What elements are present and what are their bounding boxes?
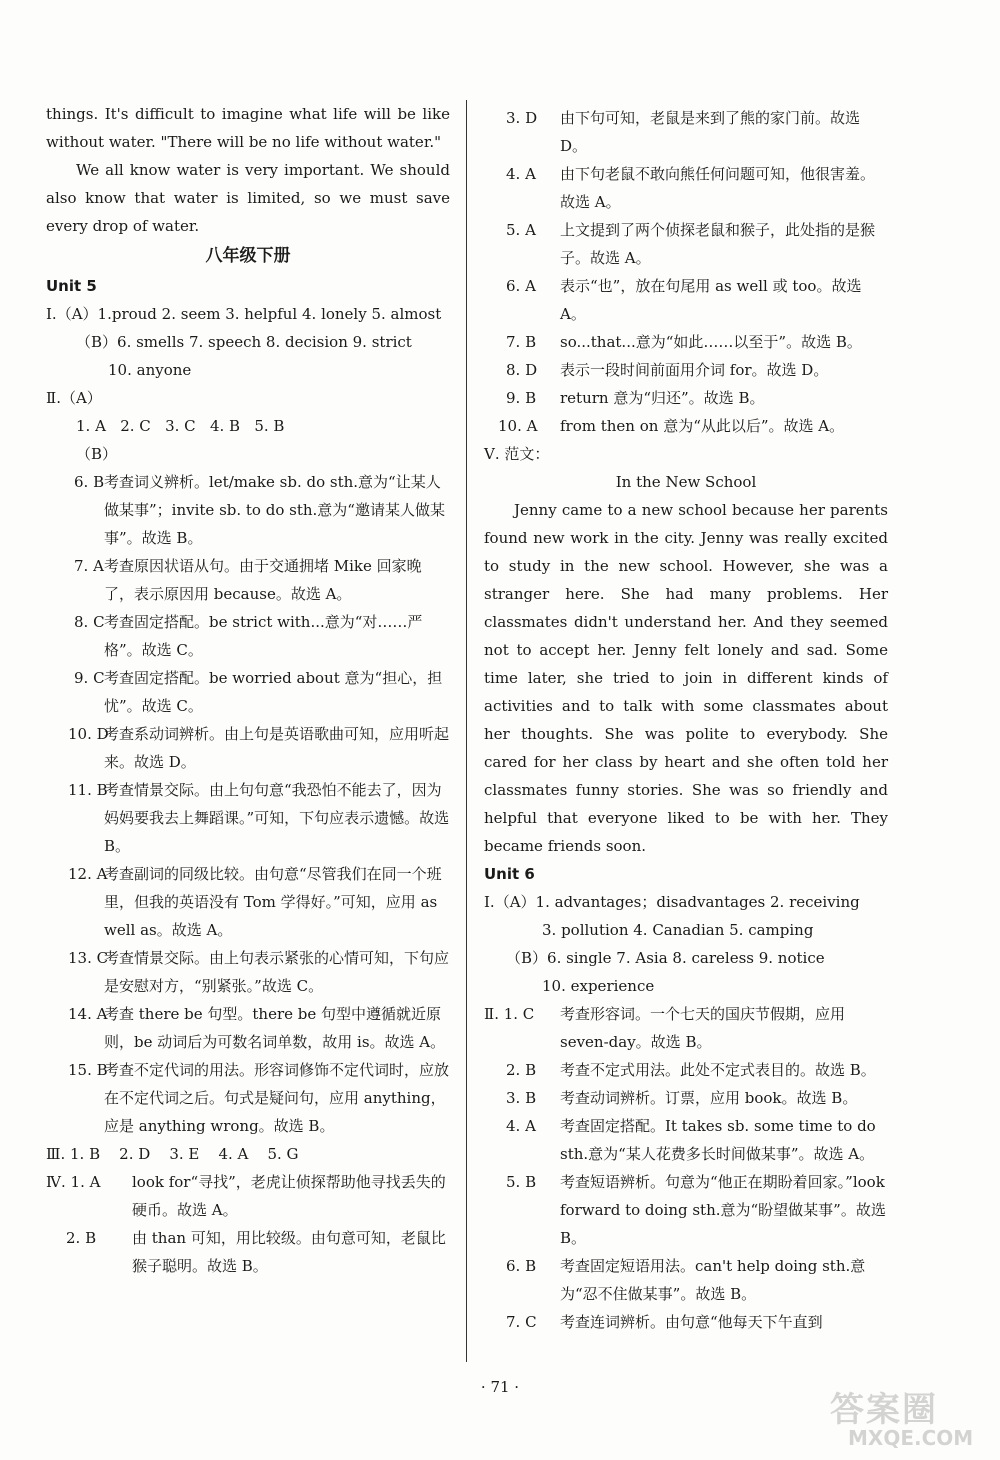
list-item (46, 1168, 450, 1224)
item-text: 表示一段时间前面用介词 for。故选 D。 (560, 361, 829, 379)
item-key: 4. A (506, 1117, 536, 1135)
list-item (484, 272, 888, 328)
answer-line: 10. anyone (108, 361, 192, 379)
item-key: 6. B (506, 1257, 537, 1275)
item-key: 5. A (506, 221, 536, 239)
item-key: 9. B (506, 389, 537, 407)
item-key: 2. B (506, 1061, 537, 1079)
item-text: 由下句可知，老鼠是来到了熊的家门前。故选 D。 (560, 109, 861, 155)
item-key: 10. A (498, 417, 538, 435)
right-column (484, 104, 888, 1336)
item-key: 14. A (68, 1005, 108, 1023)
list-item (484, 1000, 888, 1056)
item-text: 考查原因状语从句。由于交通拥堵 Mike 回家晚了，表示原因用 because。故选 A。 (104, 557, 422, 603)
item-key: 6. A (506, 277, 536, 295)
list-item (46, 1056, 450, 1140)
paragraph: We all know water is very important. We should also know that water is limited, so we must save every drop of water. (46, 161, 450, 235)
answer-line: （B）6. single 7. Asia 8. careless 9. notice (506, 949, 825, 967)
essay-title: In the New School (615, 473, 757, 491)
item-key: Ⅱ. 1. C (484, 1005, 535, 1023)
list-item (46, 468, 450, 552)
item-key: 5. B (506, 1173, 537, 1191)
item-key: 8. C (74, 613, 105, 631)
item-text: 考查动词辨析。订票，应用 book。故选 B。 (560, 1089, 858, 1107)
list-item (484, 384, 888, 412)
answer-line: 10. experience (542, 977, 655, 995)
item-text: 考查连词辨析。由句意“他每天下午直到 (560, 1313, 823, 1331)
answer-line: Ⅰ.（A）1.proud 2. seem 3. helpful 4. lonely 5. almost (46, 305, 442, 323)
item-text: 考查情景交际。由上句句意“我恐怕不能去了，因为妈妈要我去上舞蹈课。”可知，下句应表示遗憾。故选 B。 (104, 781, 450, 855)
item-text: 上文提到了两个侦探老鼠和猴子，此处指的是猴子。故选 A。 (560, 221, 876, 267)
item-text: return 意为“归还”。故选 B。 (560, 389, 765, 407)
item-text: 考查短语辨析。句意为“他正在期盼着回家。”look forward to doing sth.意为“盼望做某事”。故选 B。 (560, 1173, 886, 1247)
list-item (46, 1224, 450, 1280)
list-item (484, 328, 888, 356)
paragraph: things. It's difficult to imagine what life will be like without water. "There will be no life without water." (46, 105, 450, 151)
item-text: 由下句老鼠不敢向熊任何问题可知，他很害羞。故选 A。 (560, 165, 876, 211)
list-item (484, 1084, 888, 1112)
page-number: · 71 · (480, 1378, 520, 1396)
list-item (484, 1252, 888, 1308)
item-key: 8. D (506, 361, 538, 379)
answer-line: Ⅰ.（A）1. advantages；disadvantages 2. receiving (484, 893, 860, 911)
list-item (46, 860, 450, 944)
watermark-site-text: MXQE.COM (848, 1426, 974, 1450)
item-key: 3. B (506, 1089, 537, 1107)
item-text: look for“寻找”，老虎让侦探帮助他寻找丢失的硬币。故选 A。 (132, 1173, 446, 1219)
item-text: 表示“也”，放在句尾用 as well 或 too。故选 A。 (560, 277, 862, 323)
list-item (484, 356, 888, 384)
item-key: 15. B (68, 1061, 108, 1079)
list-item (46, 664, 450, 720)
left-column (46, 100, 450, 1280)
item-key: 11. B (68, 781, 108, 799)
item-key: 6. B (74, 473, 105, 491)
list-item (484, 1308, 888, 1336)
answer-line: （B） (76, 445, 118, 463)
list-item (484, 160, 888, 216)
essay-text: Jenny came to a new school because her parents found new work in the city. Jenny was really excited to study in the new school. However, she was a stranger here. She had many problems. Her classmates didn't understand her. And they seemed not to accept her. Jenny felt lonely and sad. Some time later, she tried to join in different kinds of activities and to talk with some classmates about her thoughts. She was polite to everybody. She cared for her class by heart and she often told her classmates funny stories. She was so friendly and helpful that everyone liked to be with her. They became friends soon. (484, 501, 888, 855)
item-text: 考查固定搭配。be strict with...意为“对……严格”。故选 C。 (104, 613, 423, 659)
item-text: 由 than 可知，用比较级。由句意可知，老鼠比猴子聪明。故选 B。 (132, 1229, 446, 1275)
answer-line: Ⅲ. 1. B 2. D 3. E 4. A 5. G (46, 1145, 299, 1163)
item-key: Ⅳ. 1. A (46, 1173, 101, 1191)
list-item (484, 216, 888, 272)
list-item (484, 412, 888, 440)
unit-heading: Unit 5 (46, 277, 97, 295)
item-text: 考查固定搭配。It takes sb. some time to do sth.意为“某人花费多长时间做某事”。故选 A。 (560, 1117, 876, 1163)
item-key: 4. A (506, 165, 536, 183)
section-title: 八年级下册 (205, 246, 291, 266)
item-text: 考查系动词辨析。由上句是英语歌曲可知，应用听起来。故选 D。 (104, 725, 450, 771)
item-text: 考查情景交际。由上句表示紧张的心情可知，下句应是安慰对方，“别紧张。”故选 C。 (104, 949, 450, 995)
unit-heading: Unit 6 (484, 865, 535, 883)
list-item (484, 1168, 888, 1252)
answer-line: Ⅴ. 范文： (484, 445, 550, 463)
item-key: 3. D (506, 109, 538, 127)
item-text: from then on 意为“从此以后”。故选 A。 (560, 417, 845, 435)
item-text: 考查固定短语用法。can't help doing sth.意为“忍不住做某事”。故选 B。 (560, 1257, 866, 1303)
item-text: 考查不定式用法。此处不定式表目的。故选 B。 (560, 1061, 876, 1079)
list-item (46, 552, 450, 608)
item-key: 12. A (68, 865, 108, 883)
item-key: 7. B (506, 333, 537, 351)
list-item (484, 104, 888, 160)
item-key: 9. C (74, 669, 105, 687)
watermark-logo (830, 1382, 990, 1452)
list-item (484, 1056, 888, 1084)
item-key: 13. C (68, 949, 109, 967)
answer-line: 1. A 2. C 3. C 4. B 5. B (76, 417, 285, 435)
list-item (484, 1112, 888, 1168)
item-key: 7. C (506, 1313, 537, 1331)
item-text: 考查 there be 句型。there be 句型中遵循就近原则，be 动词后为可数名词单数，故用 is。故选 A。 (104, 1005, 446, 1051)
answer-line: （B）6. smells 7. speech 8. decision 9. strict (76, 333, 412, 351)
item-text: 考查不定代词的用法。形容词修饰不定代词时，应放在不定代词之后。句式是疑问句，应用 anything，应是 anything wrong。故选 B。 (104, 1061, 450, 1135)
item-key: 7. A (74, 557, 104, 575)
item-key: 2. B (66, 1229, 97, 1247)
item-text: 考查固定搭配。be worried about 意为“担心，担忧”。故选 C。 (104, 669, 443, 715)
list-item (46, 608, 450, 664)
item-text: 考查词义辨析。let/make sb. do sth.意为“让某人做某事”；invite sb. to do sth.意为“邀请某人做某事”。故选 B。 (104, 473, 445, 547)
list-item (46, 776, 450, 860)
watermark-logo-text: 答案圈 (830, 1390, 938, 1430)
item-text: 考查形容词。一个七天的国庆节假期，应用 seven-day。故选 B。 (560, 1005, 846, 1051)
column-divider (466, 100, 467, 1362)
list-item (46, 944, 450, 1000)
item-text: 考查副词的同级比较。由句意“尽管我们在同一个班里，但我的英语没有 Tom 学得好。”可知，应用 as well as。故选 A。 (104, 865, 442, 939)
list-item (46, 1000, 450, 1056)
item-key: 10. D (68, 725, 109, 743)
item-text: so...that...意为“如此……以至于”。故选 B。 (560, 333, 862, 351)
answer-line: 3. pollution 4. Canadian 5. camping (542, 921, 814, 939)
list-item (46, 720, 450, 776)
answer-line: Ⅱ.（A） (46, 389, 102, 407)
